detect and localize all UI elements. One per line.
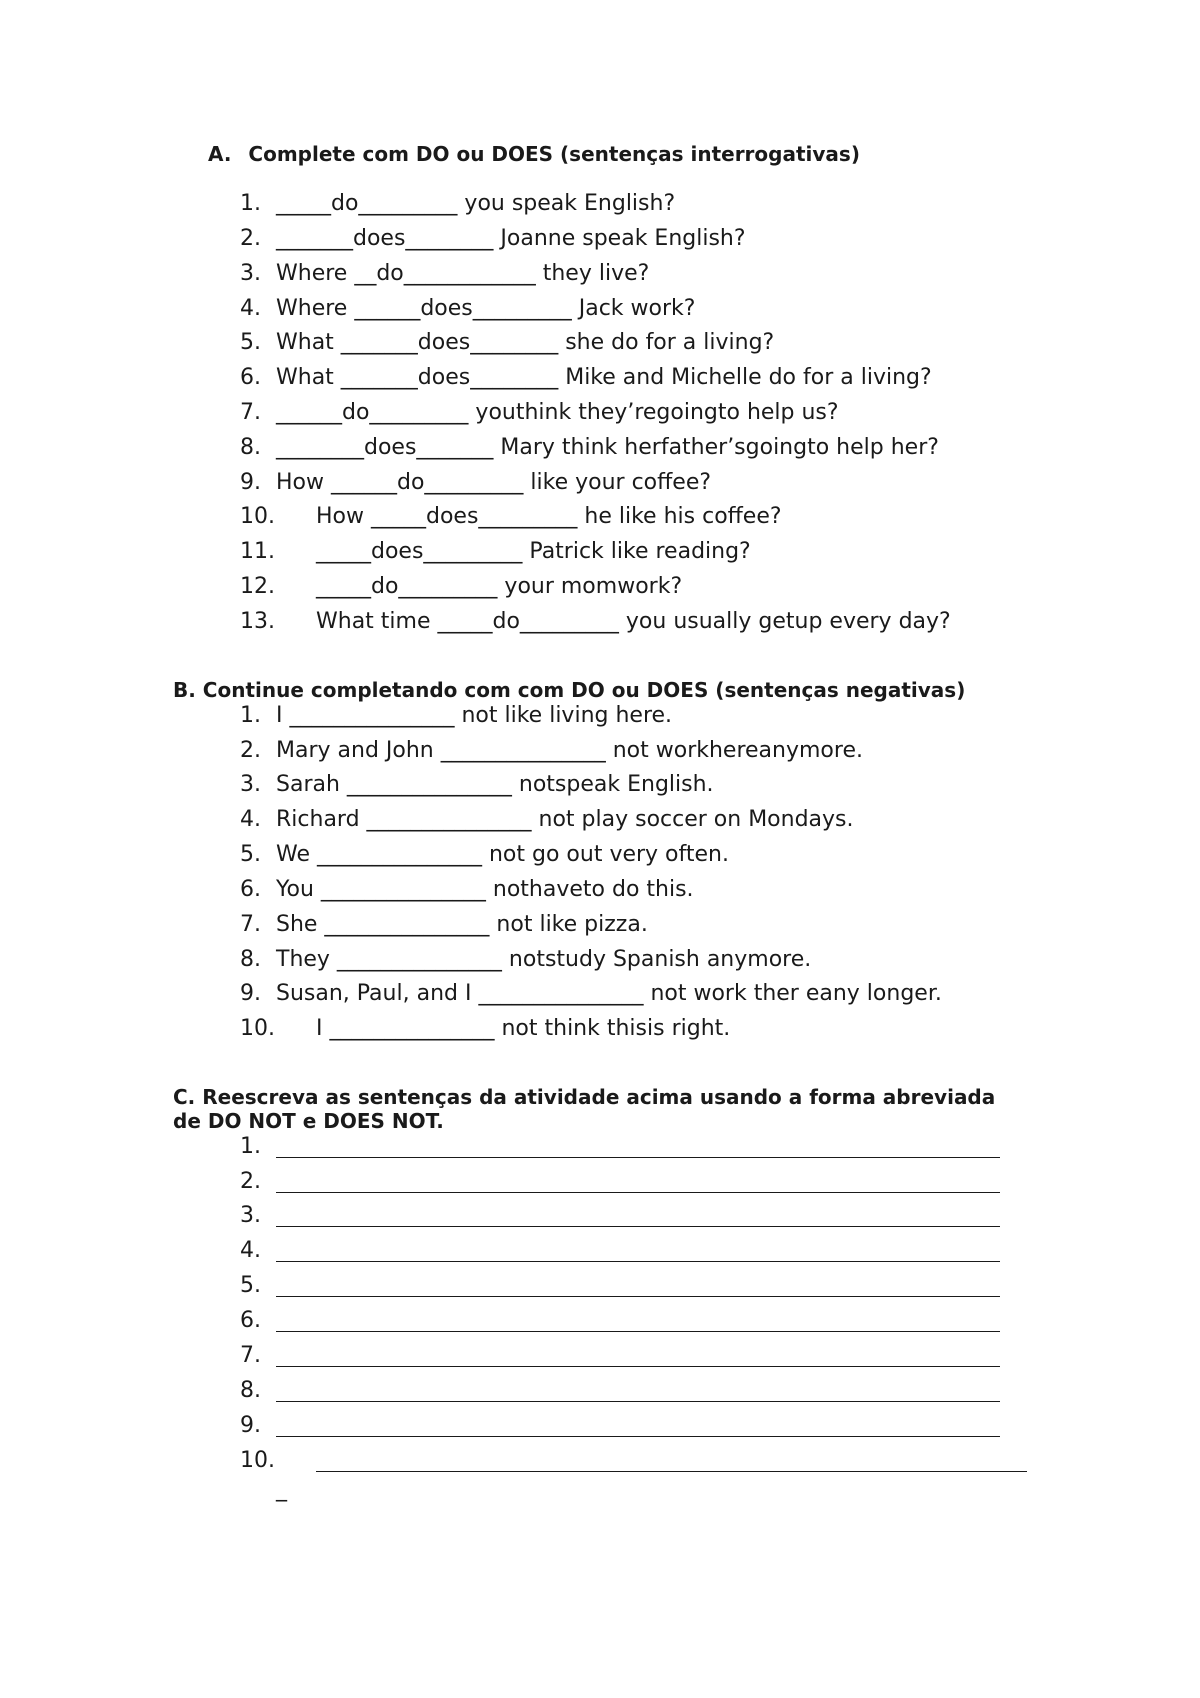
item-number: 4. [240, 296, 261, 321]
item-number: 9. [240, 1413, 261, 1438]
item-number: 3. [240, 772, 261, 797]
item-text: _______does________ Joanne speak English? [276, 226, 746, 251]
item-number: 12. [240, 574, 275, 599]
item-number: 5. [240, 330, 261, 355]
answer-line[interactable] [276, 1296, 1000, 1297]
item-text: What _______does________ she do for a living? [276, 330, 775, 355]
section-a-letter: A. [208, 142, 232, 166]
item-text: We _______________ not go out very often. [276, 842, 729, 867]
item-text: They _______________ notstudy Spanish anymore. [276, 947, 812, 972]
item-text: ________does_______ Mary think herfather’sgoingto help her? [276, 435, 939, 460]
item-number: 2. [240, 226, 261, 251]
answer-line[interactable] [276, 1157, 1000, 1158]
answer-line[interactable] [276, 1401, 1000, 1402]
section-a-heading [208, 142, 860, 166]
answer-line[interactable] [276, 1331, 1000, 1332]
item-number: 4. [240, 1238, 261, 1263]
item-text: Susan, Paul, and I _______________ not work ther eany longer. [276, 981, 942, 1006]
item-text: Sarah _______________ notspeak English. [276, 772, 714, 797]
item-number: 10. [240, 1448, 275, 1473]
item-number: 5. [240, 842, 261, 867]
answer-line[interactable] [316, 1471, 1027, 1472]
item-number: 7. [240, 912, 261, 937]
item-number: 11. [240, 539, 275, 564]
item-number: 9. [240, 470, 261, 495]
answer-line[interactable] [276, 1226, 1000, 1227]
item-number: 1. [240, 191, 261, 216]
section-c-heading-line2: de DO NOT e DOES NOT. [173, 1109, 444, 1133]
section-c-heading-line1: C. Reescreva as sentenças da atividade acima usando a forma abreviada [173, 1085, 996, 1109]
item-text: I _______________ not like living here. [276, 703, 673, 728]
item-number: 6. [240, 1308, 261, 1333]
item-number: 8. [240, 947, 261, 972]
item-number: 6. [240, 365, 261, 390]
item-number: 13. [240, 609, 275, 634]
item-text: I _______________ not think thisis right. [316, 1016, 731, 1041]
item-text: _____do_________ you speak English? [276, 191, 676, 216]
item-text: ______do_________ youthink they’regoingto help us? [276, 400, 839, 425]
item-text: How ______do_________ like your coffee? [276, 470, 712, 495]
item-text: You _______________ nothaveto do this. [276, 877, 694, 902]
item-number: 7. [240, 400, 261, 425]
item-text: What _______does________ Mike and Michelle do for a living? [276, 365, 932, 390]
item-text: She _______________ not like pizza. [276, 912, 648, 937]
item-number: 3. [240, 261, 261, 286]
item-number: 3. [240, 1203, 261, 1228]
answer-line[interactable] [276, 1192, 1000, 1193]
answer-line[interactable] [276, 1261, 1000, 1262]
item-number: 9. [240, 981, 261, 1006]
answer-line[interactable] [276, 1436, 1000, 1437]
section-a-title: Complete com DO ou DOES (sentenças interrogativas) [248, 142, 860, 166]
item-text: How _____does_________ he like his coffee? [316, 504, 782, 529]
item-text: _____do_________ your momwork? [316, 574, 683, 599]
item-text: Where __do____________ they live? [276, 261, 650, 286]
trailing-underscore: _ [276, 1477, 287, 1502]
item-number: 8. [240, 435, 261, 460]
item-number: 8. [240, 1378, 261, 1403]
item-text: Mary and John _______________ not workhereanymore. [276, 738, 863, 763]
item-number: 7. [240, 1343, 261, 1368]
item-number: 10. [240, 504, 275, 529]
item-number: 5. [240, 1273, 261, 1298]
item-text: _____does_________ Patrick like reading? [316, 539, 751, 564]
item-number: 6. [240, 877, 261, 902]
item-text: Where ______does_________ Jack work? [276, 296, 696, 321]
section-b-heading: B. Continue completando com com DO ou DOES (sentenças negativas) [173, 678, 966, 702]
item-number: 2. [240, 738, 261, 763]
item-number: 10. [240, 1016, 275, 1041]
item-text: What time _____do_________ you usually getup every day? [316, 609, 951, 634]
item-number: 1. [240, 1134, 261, 1159]
answer-line[interactable] [276, 1366, 1000, 1367]
item-number: 4. [240, 807, 261, 832]
item-number: 1. [240, 703, 261, 728]
item-text: Richard _______________ not play soccer on Mondays. [276, 807, 854, 832]
item-number: 2. [240, 1169, 261, 1194]
